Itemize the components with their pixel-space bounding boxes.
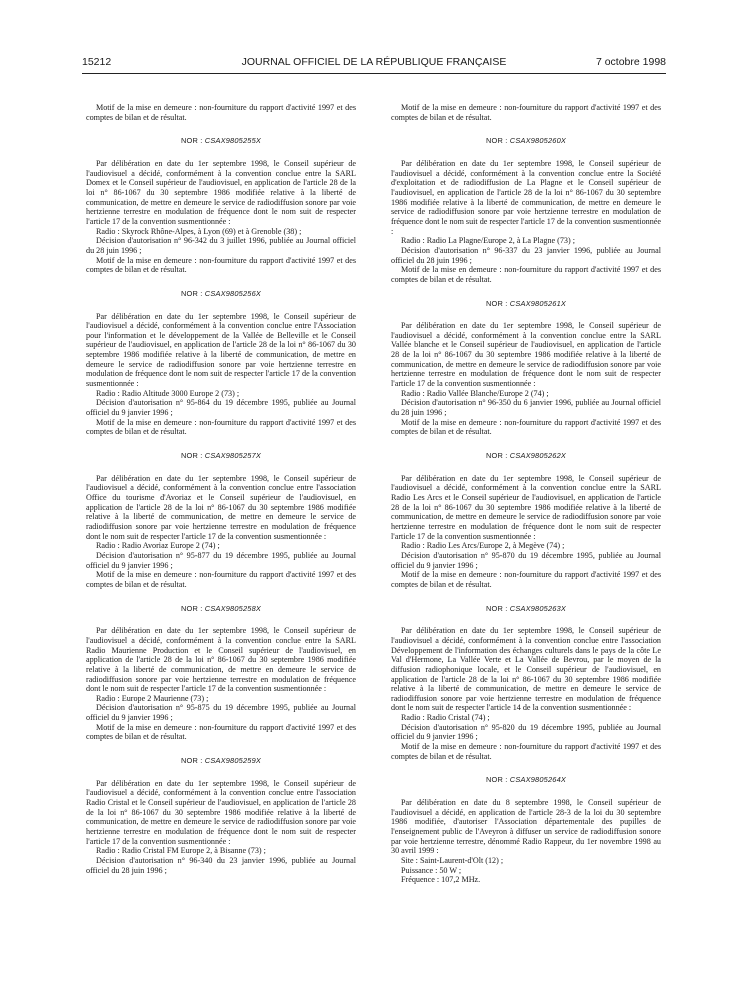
nor-code: CSAX9805260X bbox=[509, 136, 567, 146]
nor-reference bbox=[391, 451, 661, 461]
paragraph: Décision d'autorisation n° 96-350 du 6 janvier 1996, publiée au Journal officiel du 28 juin 1996 ; bbox=[391, 398, 661, 418]
nor-reference bbox=[86, 756, 356, 766]
paragraph: Par délibération en date du 1er septembre 1998, le Conseil supérieur de l'audiovisuel a décidé, conformément à la convention conclue entre l'association Radio Cristal et le Conseil supérieur de l'audiovisuel, en application de l'article 28 de la loi n° 86-1067 du 30 septembre 1986 modifiée relative à la liberté de communication, de mettre en demeure le service de radiodiffusion sonore par voie hertzienne terrestre en modulation de fréquence dont le nom suit de respecter l'article 17 de la convention susmentionnée : bbox=[86, 778, 356, 846]
paragraph: Décision d'autorisation n° 95-875 du 19 décembre 1995, publiée au Journal officiel du 9 janvier 1996 ; bbox=[86, 703, 356, 723]
paragraph: Motif de la mise en demeure : non-fourniture du rapport d'activité 1997 et des comptes de bilan et de résultat. bbox=[86, 570, 356, 589]
paragraph: Décision d'autorisation n° 96-342 du 3 juillet 1996, publiée au Journal officiel du 28 juin 1996 ; bbox=[86, 236, 356, 255]
nor-reference bbox=[86, 289, 356, 299]
nor-code: CSAX9805257X bbox=[204, 451, 262, 461]
nor-prefix: NOR : bbox=[180, 451, 205, 461]
right-column bbox=[391, 103, 661, 885]
nor-code: CSAX9805261X bbox=[509, 298, 567, 308]
paragraph: Radio : Radio Cristal FM Europe 2, à Bisanne (73) ; bbox=[96, 846, 266, 856]
nor-code: CSAX9805264X bbox=[509, 775, 567, 785]
paragraph: Par délibération en date du 1er septembre 1998, le Conseil supérieur de l'audiovisuel a décidé, conformément à la convention conclue entre la SARL Vallée blanche et le Conseil supérieur de l'audiovisuel, en application de l'article 28 de la loi n° 86-1067 du 30 septembre 1986 modifiée relative à la liberté de communication, de mettre en demeure le service de radiodiffusion sonore par voie hertzienne terrestre en modulation de fréquence dont le nom suit de respecter l'article 17 de la convention susmentionnée : bbox=[391, 321, 661, 389]
paragraph: Décision d'autorisation n° 95-864 du 19 décembre 1995, publiée au Journal officiel du 9 janvier 1996 ; bbox=[86, 398, 356, 418]
paragraph: Motif de la mise en demeure : non-fourniture du rapport d'activité 1997 et des comptes de bilan et de résultat. bbox=[391, 265, 661, 284]
paragraph: Motif de la mise en demeure : non-fourniture du rapport d'activité 1997 et des comptes de bilan et de résultat. bbox=[86, 417, 356, 437]
paragraph: Par délibération en date du 1er septembre 1998, le Conseil supérieur de l'audiovisuel a décidé, conformément à la convention conclue entre la SARL Radio Maurienne Production et le Conseil supérieur de l'audiovisuel, en application de l'article 28 de la loi n° 86-1067 du 30 septembre 1986 modifiée relative à la liberté de communication, de mettre en demeure le service de radiodiffusion sonore par voie hertzienne terrestre en modulation de fréquence dont le nom suit de respecter l'article 17 de la convention susmentionnée : bbox=[86, 626, 356, 694]
paragraph: Par délibération en date du 8 septembre 1998, le Conseil supérieur de l'audiovisuel a décidé, en application de l'article 28-3 de la loi du 30 septembre 1986 modifiée, d'autoriser l'Association départementale des pupilles de l'enseignement public de l'Aveyron à diffuser un service de radiodiffusion sonore par voie hertzienne terrestre, dénommé Radio Rappeur, du 1er novembre 1998 au 30 avril 1999 : bbox=[391, 798, 661, 856]
nor-reference bbox=[391, 604, 661, 614]
paragraph: Radio : Radio Avoriaz Europe 2 (74) ; bbox=[96, 541, 220, 551]
header-rule bbox=[82, 73, 666, 74]
paragraph: Fréquence : 107,2 MHz. bbox=[401, 875, 481, 885]
paragraph: Par délibération en date du 1er septembre 1998, le Conseil supérieur de l'audiovisuel a décidé, conformément à la convention conclue entre l'association Office du tourisme d'Avoriaz et le Conseil supérieur de l'audiovisuel, en application de l'article 28 de la loi n° 86-1067 du 30 septembre 1986 modifiée relative à la liberté de communication, de mettre en demeure le service de radiodiffusion sonore par voie hertzienne terrestre en modulation de fréquence dont le nom suit de respecter l'article 17 de la convention susmentionnée : bbox=[86, 473, 356, 541]
nor-prefix: NOR : bbox=[485, 298, 510, 308]
paragraph: Radio : Radio Les Arcs/Europe 2, à Megève (74) ; bbox=[401, 541, 565, 551]
paragraph: Par délibération en date du 1er septembre 1998, le Conseil supérieur de l'audiovisuel a décidé, conformément à la convention conclue entre l'association Développement de l'information des échanges culturels dans le pays de la côte Le Val d'Hermone, La Vallée Verte et La Vallée de Bevrou, par le moyen de la diffusion radiophonique locale, et le Conseil supérieur de l'audiovisuel, en application de l'article 28 de la loi n° 86-1067 du 30 septembre 1986 modifiée relative à la liberté de communication, de mettre en demeure le service de radiodiffusion sonore par voie hertzienne terrestre en modulation de fréquence dont le nom suit de respecter l'article 14 de la convention susmentionnée : bbox=[391, 626, 661, 713]
page-header bbox=[82, 56, 666, 72]
paragraph: Motif de la mise en demeure : non-fourniture du rapport d'activité 1997 et des comptes de bilan et de résultat. bbox=[391, 570, 661, 589]
paragraph: Par délibération en date du 1er septembre 1998, le Conseil supérieur de l'audiovisuel a décidé, conformément à la convention conclue entre la Société d'exploitation et de radiodiffusion de La Plagne et le Conseil supérieur de l'audiovisuel, en application de l'article 28 de la loi n° 86-1067 du 30 septembre 1986 modifiée relative à la liberté de communication, de mettre en demeure le service de radiodiffusion sonore par voie hertzienne terrestre en modulation de fréquence dont le nom suit de respecter l'article 17 de la convention susmentionnée : bbox=[391, 158, 661, 236]
nor-code: CSAX9805258X bbox=[204, 603, 262, 613]
paragraph: Motif de la mise en demeure : non-fourniture du rapport d'activité 1997 et des comptes de bilan et de résultat. bbox=[86, 103, 356, 122]
paragraph: Par délibération en date du 1er septembre 1998, le Conseil supérieur de l'audiovisuel a décidé, conformément à la convention conclue entre l'Association pour l'information et le développement de la Vallée de Belleville et le Conseil supérieur de l'audiovisuel, en application de l'article 28 de la loi n° 86-1067 du 30 septembre 1986 modifiée relative à la liberté de communication, de mettre en demeure le service de radiodiffusion sonore par voie hertzienne terrestre en modulation de fréquence dont le nom suit de respecter l'article 17 de la convention susmentionnée : bbox=[86, 311, 356, 389]
nor-code: CSAX9805262X bbox=[509, 451, 567, 461]
paragraph: Décision d'autorisation n° 95-820 du 19 décembre 1995, publiée au Journal officiel du 9 janvier 1996 ; bbox=[391, 722, 661, 742]
journal-title: JOURNAL OFFICIEL DE LA RÉPUBLIQUE FRANÇAISE bbox=[241, 56, 507, 68]
nor-prefix: NOR : bbox=[485, 603, 510, 613]
nor-reference bbox=[86, 604, 356, 614]
nor-prefix: NOR : bbox=[180, 603, 205, 613]
paragraph: Motif de la mise en demeure : non-fourniture du rapport d'activité 1997 et des comptes de bilan et de résultat. bbox=[391, 417, 661, 437]
nor-prefix: NOR : bbox=[180, 136, 205, 146]
issue-date: 7 octobre 1998 bbox=[595, 56, 666, 68]
nor-reference bbox=[391, 299, 661, 309]
nor-prefix: NOR : bbox=[485, 775, 510, 785]
left-column bbox=[86, 103, 356, 875]
nor-reference bbox=[391, 136, 661, 146]
page-number: 15212 bbox=[82, 56, 112, 68]
paragraph: Décision d'autorisation n° 96-337 du 23 janvier 1996, publiée au Journal officiel du 28 juin 1996 ; bbox=[391, 245, 661, 265]
paragraph: Motif de la mise en demeure : non-fourniture du rapport d'activité 1997 et des comptes de bilan et de résultat. bbox=[391, 742, 661, 761]
paragraph: Radio : Radio Altitude 3000 Europe 2 (73) ; bbox=[96, 388, 240, 398]
paragraph: Radio : Radio Vallée Blanche/Europe 2 (74) ; bbox=[401, 388, 549, 398]
nor-code: CSAX9805259X bbox=[204, 756, 262, 766]
paragraph: Motif de la mise en demeure : non-fourniture du rapport d'activité 1997 et des comptes de bilan et de résultat. bbox=[391, 103, 661, 122]
nor-code: CSAX9805255X bbox=[204, 136, 262, 146]
nor-prefix: NOR : bbox=[180, 756, 205, 766]
paragraph: Radio : Radio Cristal (74) ; bbox=[401, 713, 490, 723]
nor-prefix: NOR : bbox=[485, 136, 510, 146]
nor-prefix: NOR : bbox=[180, 288, 205, 298]
paragraph: Site : Saint-Laurent-d'Olt (12) ; bbox=[401, 856, 504, 865]
nor-prefix: NOR : bbox=[485, 451, 510, 461]
paragraph: Décision d'autorisation n° 95-870 du 19 décembre 1995, publiée au Journal officiel du 9 janvier 1996 ; bbox=[391, 550, 661, 570]
paragraph: Par délibération en date du 1er septembre 1998, le Conseil supérieur de l'audiovisuel a décidé, conformément à la convention conclue entre la SARL Domex et le Conseil supérieur de l'audiovisuel, en application de l'article 28 de la loi n° 86-1067 du 30 septembre 1986 modifiée relative à la liberté de communication, de mettre en demeure le service de radiodiffusion sonore par voie hertzienne terrestre en modulation de fréquence dont le nom suit de respecter l'article 17 de la convention susmentionnée : bbox=[86, 158, 356, 226]
nor-reference bbox=[86, 136, 356, 146]
paragraph: Radio : Radio La Plagne/Europe 2, à La Plagne (73) ; bbox=[401, 236, 575, 246]
paragraph: Puissance : 50 W ; bbox=[401, 865, 462, 875]
paragraph: Décision d'autorisation n° 95-877 du 19 décembre 1995, publiée au Journal officiel du 9 janvier 1996 ; bbox=[86, 550, 356, 570]
paragraph: Motif de la mise en demeure : non-fourniture du rapport d'activité 1997 et des comptes de bilan et de résultat. bbox=[86, 722, 356, 742]
paragraph: Radio : Skyrock Rhône-Alpes, à Lyon (69) et à Grenoble (38) ; bbox=[96, 226, 302, 236]
nor-code: CSAX9805256X bbox=[204, 288, 262, 298]
paragraph: Par délibération en date du 1er septembre 1998, le Conseil supérieur de l'audiovisuel a décidé, conformément à la convention conclue entre la SARL Radio Les Arcs et le Conseil supérieur de l'audiovisuel, en application de l'article 28 de la loi n° 86-1067 du 30 septembre 1986 modifiée relative à la liberté de communication, de mettre en demeure le service de radiodiffusion sonore par voie hertzienne terrestre en modulation de fréquence dont le nom suit de respecter l'article 17 de la convention susmentionnée : bbox=[391, 473, 661, 541]
paragraph: Motif de la mise en demeure : non-fourniture du rapport d'activité 1997 et des comptes de bilan et de résultat. bbox=[86, 255, 356, 275]
paragraph: Radio : Europe 2 Maurienne (73) ; bbox=[96, 693, 209, 703]
nor-reference bbox=[391, 775, 661, 785]
paragraph: Décision d'autorisation n° 96-340 du 23 janvier 1996, publiée au Journal officiel du 28 juin 1996 ; bbox=[86, 856, 356, 875]
nor-code: CSAX9805263X bbox=[509, 603, 567, 613]
nor-reference bbox=[86, 451, 356, 461]
